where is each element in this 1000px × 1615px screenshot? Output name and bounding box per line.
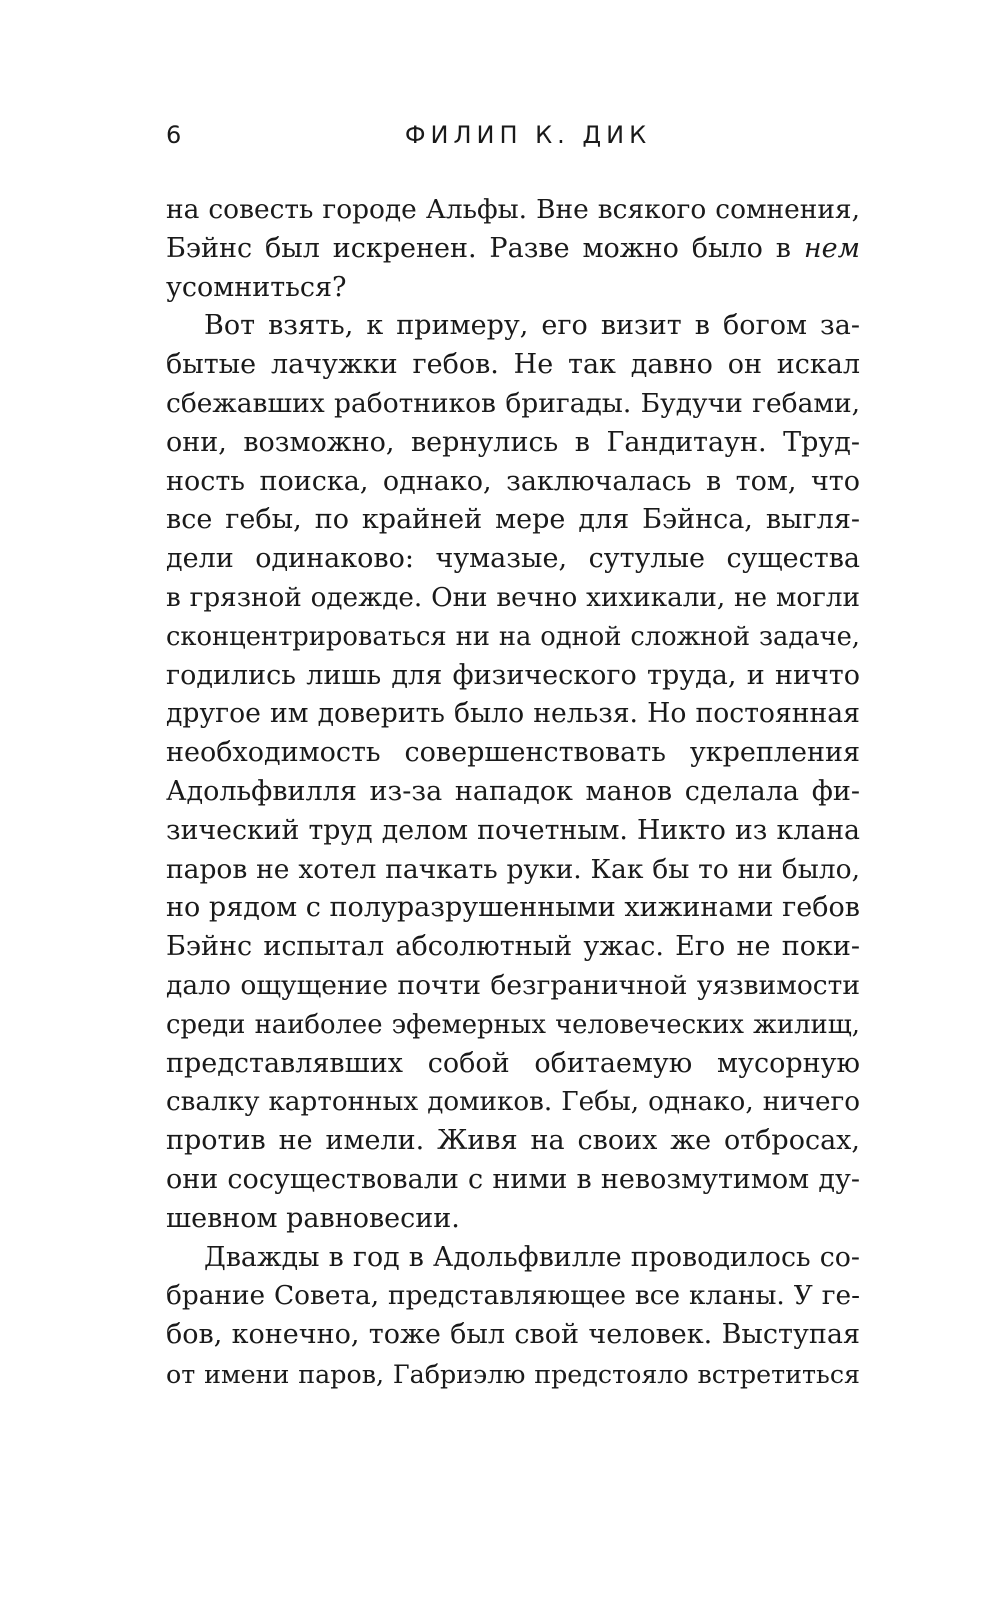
emphasis-word: нем — [803, 232, 860, 264]
text-line: необходимость совершенствовать укрепления — [166, 737, 860, 769]
text-line: они, возможно, вернулись в Гандитаун. Труд- — [166, 426, 860, 458]
text-line: свалку картонных домиков. Гебы, однако, ничего — [166, 1087, 860, 1118]
text-line: годились лишь для физического труда, и ничто — [166, 659, 860, 691]
text-line: Вот взять, к примеру, его визит в богом за- — [204, 310, 860, 342]
text-line: бов, конечно, тоже был свой человек. Выступая — [166, 1319, 860, 1351]
text-line: сконцентрироваться ни на одной сложной задаче, — [166, 621, 860, 652]
text-line: на совесть городе Альфы. Вне всякого сомнения, — [166, 194, 860, 225]
text-line: они сосуществовали с ними в невозмутимом ду- — [166, 1163, 860, 1195]
page-number: 6 — [166, 121, 182, 149]
text-line: сбежавших работников бригады. Будучи гебами, — [166, 387, 860, 419]
text-line: усомниться? — [166, 271, 347, 303]
text-line: в грязной одежде. Они вечно хихикали, не могли — [166, 582, 860, 613]
text-line: все гебы, по крайней мере для Бэйнса, выгля- — [166, 504, 860, 536]
text-line: дели одинаково: чумазые, сутулые существа — [166, 543, 860, 575]
text-line: шевном равновесии. — [166, 1202, 460, 1234]
text-line: зический труд делом почетным. Никто из клана — [166, 814, 860, 846]
text-line: против не имели. Живя на своих же отбросах, — [166, 1125, 860, 1157]
text-line: представлявших собой обитаемую мусорную — [166, 1047, 860, 1079]
paragraph-1 — [166, 191, 860, 307]
text-line: дало ощущение почти безграничной уязвимости — [166, 969, 860, 1001]
text-line: паров не хотел пачкать руки. Как бы то ни было, — [166, 853, 860, 885]
running-title: ФИЛИП К. ДИК — [404, 121, 652, 149]
text-line: но рядом с полуразрушенными хижинами гебов — [166, 892, 860, 924]
text-line: Дважды в год в Адольфвилле проводилось со- — [204, 1241, 860, 1273]
text-line: Адольфвилля из-за нападок манов сделала фи- — [166, 775, 860, 807]
text-line: от имени паров, Габриэлю предстояло встретиться — [166, 1358, 860, 1389]
text-line: другое им доверить было нельзя. Но постоянная — [166, 698, 860, 730]
text-line: среди наиболее эфемерных человеческих жилищ, — [166, 1009, 860, 1040]
text-line: брание Совета, представляющее все кланы. У ге- — [166, 1281, 860, 1312]
text-line-prefix: Бэйнс был искренен. Разве можно было в — [166, 232, 804, 264]
body-text — [166, 191, 860, 1394]
paragraph-3 — [166, 1239, 860, 1394]
text-line: Бэйнс испытал абсолютный ужас. Его не поки- — [166, 931, 860, 963]
text-line: ность поиска, однако, заключалась в том, что — [166, 465, 860, 497]
text-line — [166, 230, 860, 269]
paragraph-2 — [166, 307, 860, 1238]
running-head — [166, 118, 860, 152]
text-line: бытые лачужки гебов. Не так давно он искал — [166, 349, 860, 381]
